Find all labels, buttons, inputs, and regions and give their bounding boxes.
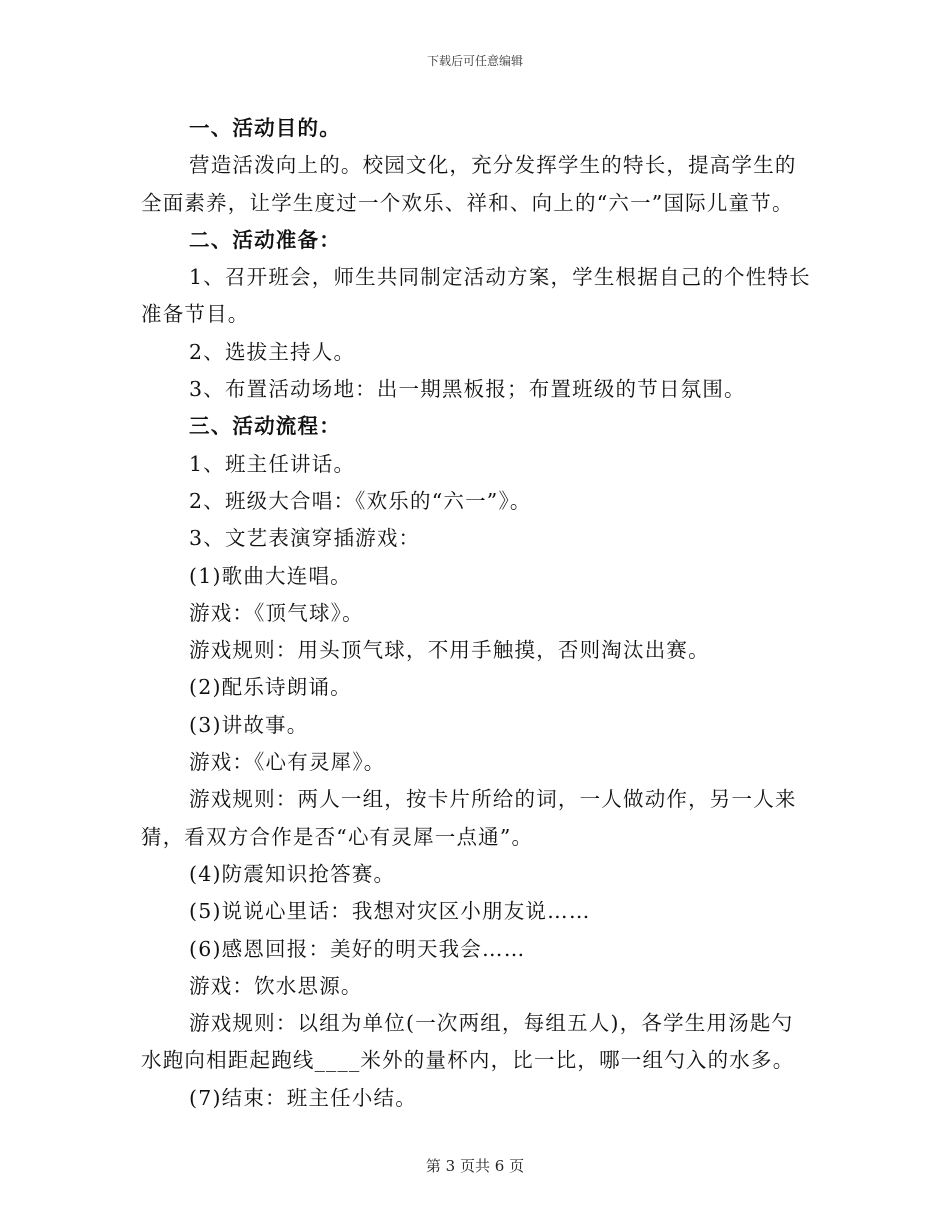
section-heading-process: 三、活动流程： [189, 414, 341, 439]
paragraph-line: (1)歌曲大连唱。 [189, 563, 352, 588]
paragraph-line: (2)配乐诗朗诵。 [189, 675, 352, 700]
paragraph-line: 3、文艺表演穿插游戏： [189, 526, 421, 551]
paragraph-line: (7)结束：班主任小结。 [189, 1085, 417, 1110]
paragraph-line: 准备节目。 [141, 302, 250, 327]
document-body [141, 110, 811, 1117]
paragraph-line: 2、选拔主持人。 [189, 339, 356, 364]
paragraph-line: 游戏规则：两人一组，按卡片所给的词，一人做动作，另一人来 [189, 787, 797, 812]
paragraph-line: (6)感恩回报：美好的明天我会…… [189, 936, 526, 961]
paragraph-line: 游戏规则：以组为单位(一次两组，每组五人)，各学生用汤匙勺 [189, 1011, 794, 1036]
paragraph-line: 水跑向相距起跑线____米外的量杯内，比一比，哪一组勺入的水多。 [141, 1048, 795, 1073]
paragraph-line: 1、班主任讲话。 [189, 451, 356, 476]
paragraph-line: (3)讲故事。 [189, 712, 309, 737]
paragraph-line: 游戏：饮水思源。 [189, 973, 363, 998]
paragraph-line: 1、召开班会，师生共同制定活动方案，学生根据自己的个性特长 [189, 265, 811, 290]
paragraph-line: 3、布置活动场地：出一期黑板报；布置班级的节日氛围。 [189, 377, 746, 402]
paragraph-line: 游戏规则：用头顶气球，不用手触摸，否则淘汰出赛。 [189, 638, 710, 663]
paragraph-line: 2、班级大合唱：《欢乐的“六一”》。 [189, 488, 532, 513]
paragraph-line: 营造活泼向上的。校园文化，充分发挥学生的特长，提高学生的 [189, 153, 797, 178]
paragraph-line: 猜，看双方合作是否“心有灵犀一点通”。 [141, 824, 534, 849]
paragraph-line: 游戏：《心有灵犀》。 [189, 750, 386, 775]
paragraph-line: (4)防震知识抢答赛。 [189, 861, 396, 886]
paragraph-line: 全面素养，让学生度过一个欢乐、祥和、向上的“六一”国际儿童节。 [141, 190, 794, 215]
paragraph-line: (5)说说心里话：我想对灾区小朋友说…… [189, 899, 591, 924]
page-footer: 第 3 页共 6 页 [425, 1157, 525, 1175]
section-heading-preparation: 二、活动准备： [189, 227, 341, 252]
section-heading-purpose: 一、活动目的。 [189, 116, 341, 140]
paragraph-line: 游戏：《顶气球》。 [189, 600, 364, 625]
page-header: 下载后可任意编辑 [426, 54, 523, 68]
